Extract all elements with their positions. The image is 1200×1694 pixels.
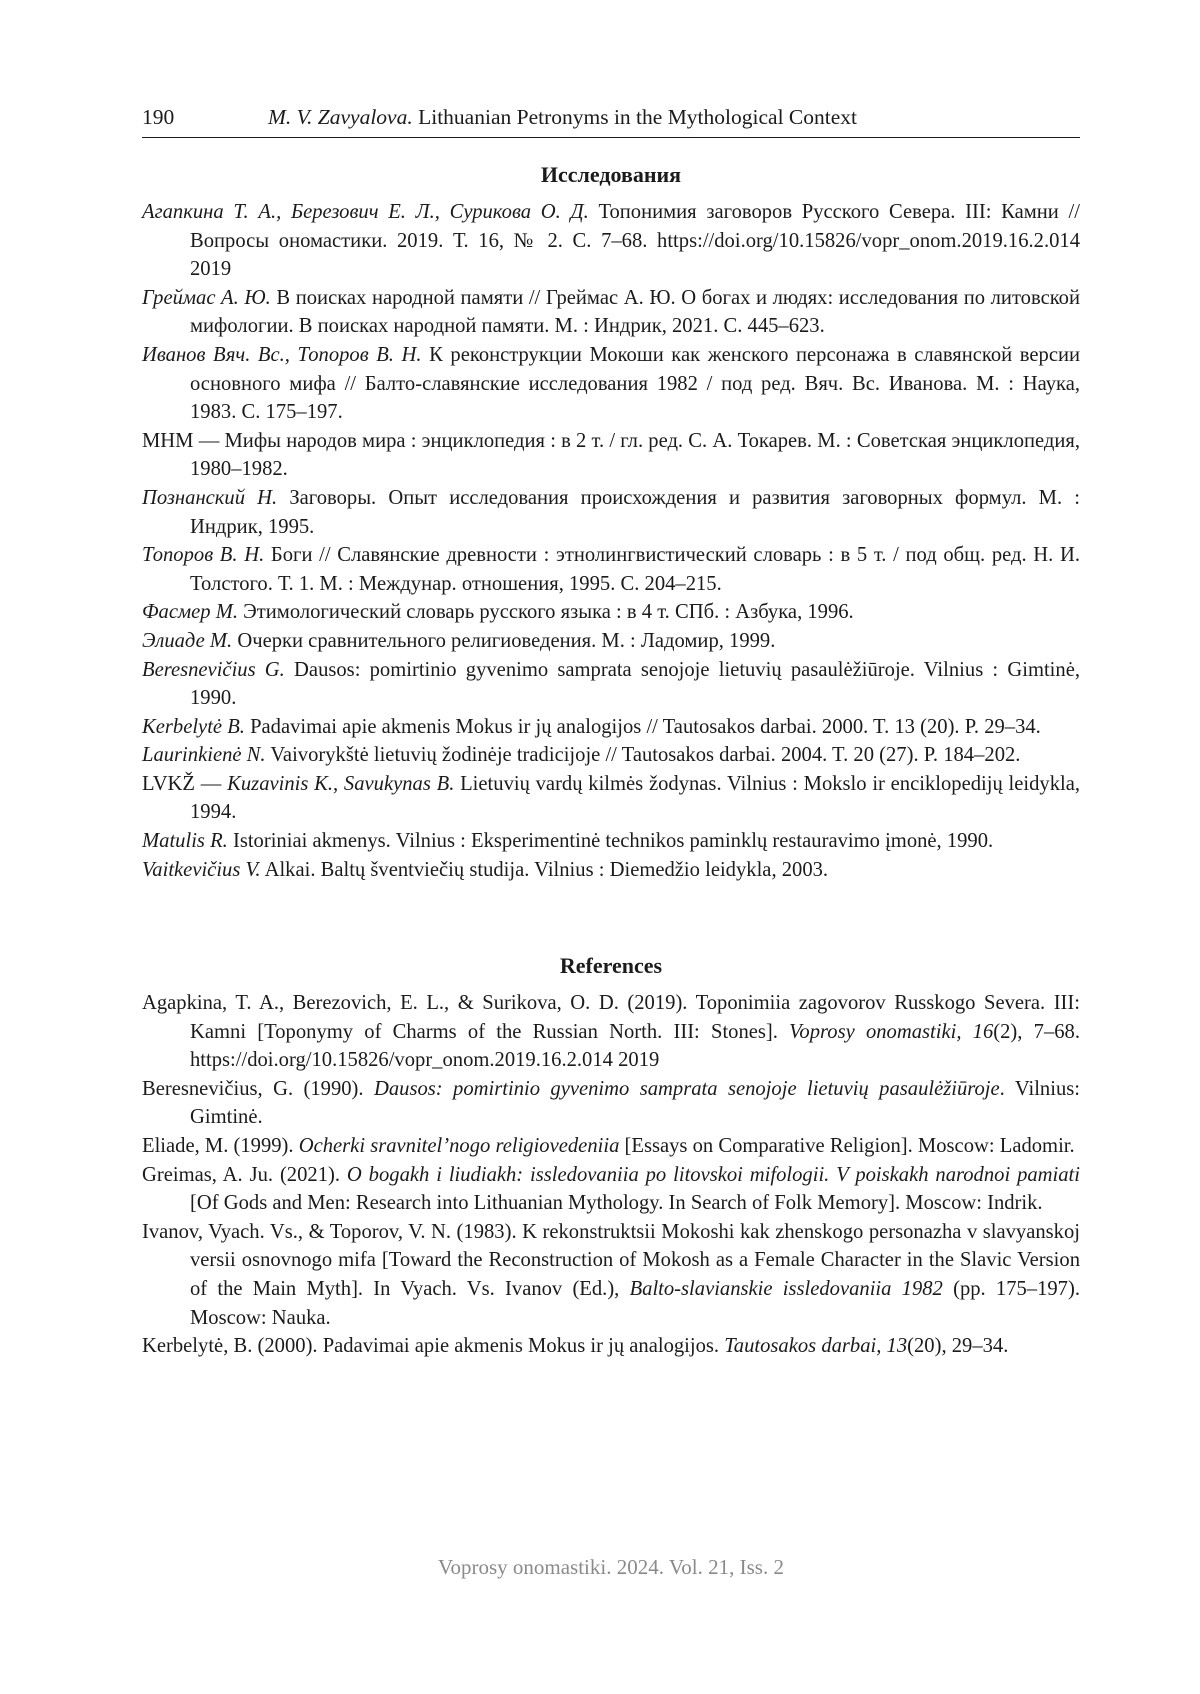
reference-entry xyxy=(142,627,1080,656)
reference-text-segment: Топонимия заговоров Русского Севера. III: Камни // Вопросы ономастики. 2019. Т. 16, № 2. С. 7–68. https://doi.org/10.15826/vopr_onom.2019.16.2.014 2019 xyxy=(190,201,1080,281)
reference-entry xyxy=(142,741,1080,770)
reference-italic-segment: Laurinkienė N. xyxy=(142,744,266,767)
running-head xyxy=(142,103,1080,138)
reference-text-segment: Очерки сравнительного религиоведения. М. : Ладомир, 1999. xyxy=(232,629,776,652)
reference-entry xyxy=(142,1161,1080,1218)
reference-text-segment: Padavimai apie akmenis Mokus ir jų analogijos // Tautosakos darbai. 2000. T. 13 (20). P. 29–34. xyxy=(244,715,1041,738)
reference-text-segment: Боги // Славянские древности : этнолингвистический словарь : в 5 т. / под общ. ред. Н. И. Толстого. Т. 1. М. : Междунар. отношения, 1995. С. 204–215. xyxy=(190,544,1080,595)
reference-entry xyxy=(142,713,1080,742)
reference-entry xyxy=(142,341,1080,427)
reference-italic-segment: Voprosy onomastiki, 16 xyxy=(789,1020,994,1043)
reference-entry xyxy=(142,1075,1080,1132)
reference-italic-segment: Beresnevičius G. xyxy=(142,658,285,681)
reference-text-segment: Greimas, A. Ju. (2021). xyxy=(142,1163,347,1186)
reference-text-segment: Eliade, M. (1999). xyxy=(142,1134,299,1157)
reference-entry xyxy=(142,1332,1080,1361)
reference-text-segment: Agapkina, T. A., Berezovich, E. L., & Surikova, O. D. (2019). Toponimiia zagovorov Russkogo Severa. III: Kamni [Toponymy of Charms of the Russian North. III: Stones]. xyxy=(142,992,1080,1043)
reference-text-segment: Kerbelytė, B. (2000). Padavimai apie akmenis Mokus ir jų analogijos. xyxy=(142,1335,725,1358)
reference-text-segment: Lietuvių vardų kilmės žodynas. Vilnius : Mokslo ir enciklopedijų leidykla, 1994. xyxy=(190,772,1080,824)
reference-italic-segment: Tautosakos darbai, 13 xyxy=(724,1335,908,1358)
reference-text-segment: Dausos: pomirtinio gyvenimo samprata senojoje lietuvių pasaulėžiūroje. Vilnius : Gimtinė, 1990. xyxy=(190,658,1080,710)
reference-italic-segment: O bogakh i liudiakh: issledovaniia po litovskoi mifologii. V poiskakh narodnoi pamiati xyxy=(346,1163,1080,1186)
reference-italic-segment: Kerbelytė B. xyxy=(142,715,245,738)
reference-entry xyxy=(142,598,1080,627)
running-title xyxy=(268,103,857,131)
reference-italic-segment: Dausos: pomirtinio gyvenimo samprata senojoje lietuvių pasaulėžiūroje xyxy=(373,1077,1000,1100)
reference-text-segment: Alkai. Baltų šventviečių studija. Vilnius : Diemedžio leidykla, 2003. xyxy=(260,858,829,881)
reference-text-segment: МНМ — Мифы народов мира : энциклопедия : в 2 т. / гл. ред. С. А. Токарев. М. : Советская энциклопедия, 1980–1982. xyxy=(142,429,1080,481)
section-title-references: References xyxy=(559,953,663,978)
reference-italic-segment: Иванов Вяч. Вс., Топоров В. Н. xyxy=(142,343,422,366)
reference-italic-segment: Фасмер М. xyxy=(142,601,239,624)
journal-footer: Voprosy onomastiki. 2024. Vol. 21, Iss. 2 xyxy=(438,1555,784,1579)
reference-entry xyxy=(142,656,1080,713)
reference-entry xyxy=(142,1132,1080,1161)
reference-italic-segment: Kuzavinis K., Savukynas B. xyxy=(227,772,455,795)
reference-entry xyxy=(142,198,1080,284)
reference-text-segment: Заговоры. Опыт исследования происхождения и развития заговорных формул. М. : Индрик, 1995. xyxy=(190,486,1080,538)
reference-entry xyxy=(142,827,1080,856)
reference-italic-segment: Matulis R. xyxy=(142,830,228,853)
section-title-issledovaniia: Исследования xyxy=(540,162,682,187)
reference-italic-segment: Агапкина Т. А., Березович Е. Л., Сурикова О. Д. xyxy=(142,201,589,223)
reference-entry xyxy=(142,484,1080,541)
reference-text-segment: (2), 7–68. https://doi.org/10.15826/vopr_onom.2019.16.2.014 2019 xyxy=(190,1020,1080,1072)
reference-text-segment: В поисках народной памяти // Греймас А. Ю. О богах и людях: исследования по литовской мифологии. В поисках народной памяти. М. : Индрик, 2021. С. 445–623. xyxy=(190,286,1080,338)
reference-text-segment: . Vilnius: Gimtinė. xyxy=(190,1077,1080,1129)
reference-entry xyxy=(142,770,1080,827)
reference-text-segment: [Essays on Comparative Religion]. Moscow: Ladomir. xyxy=(619,1134,1075,1157)
reference-list-english xyxy=(142,989,1080,1361)
reference-entry xyxy=(142,989,1080,1075)
reference-italic-segment: Греймас А. Ю. xyxy=(142,286,271,309)
reference-entry xyxy=(142,856,1080,885)
reference-italic-segment: Познанский Н. xyxy=(142,486,278,509)
reference-text-segment: (20), 29–34. xyxy=(907,1335,1009,1358)
reference-italic-segment: Vaitkevičius V. xyxy=(142,858,261,881)
reference-text-segment: (pp. 175–197). Moscow: Nauka. xyxy=(190,1277,1080,1329)
page-number: 190 xyxy=(142,105,175,129)
reference-text-segment: [Of Gods and Men: Research into Lithuanian Mythology. In Search of Folk Memory]. Moscow: Indrik. xyxy=(190,1192,1043,1215)
reference-italic-segment: Ocherki sravnitel’nogo religiovedeniia xyxy=(298,1134,620,1157)
reference-entry xyxy=(142,1218,1080,1332)
reference-list-russian xyxy=(142,198,1080,884)
reference-text-segment: Vaivorykštė lietuvių žodinėje tradicijoje // Tautosakos darbai. 2004. T. 20 (27). P. 184–202. xyxy=(265,744,1021,767)
reference-italic-segment: Элиаде М. xyxy=(142,629,233,652)
reference-text-segment: LVKŽ — xyxy=(142,772,228,795)
reference-italic-segment: Balto-slavianskie issledovaniia 1982 xyxy=(629,1277,943,1300)
reference-text-segment: Этимологический словарь русского языка : в 4 т. СПб. : Азбука, 1996. xyxy=(238,601,854,624)
running-title-text: Lithuanian Petronyms in the Mythological Context xyxy=(418,105,857,129)
reference-text-segment: Ivanov, Vyach. Vs., & Toporov, V. N. (1983). K rekonstruktsii Mokoshi kak zhenskogo personazha v slavyanskoj versii osnovnogo mifa [Toward the Reconstruction of Mokosh as a Female Character in the Slavic Version of the Main Myth]. In Vyach. Vs. Ivanov (Ed.), xyxy=(142,1220,1080,1300)
reference-entry xyxy=(142,541,1080,598)
reference-text-segment: Beresnevičius, G. (1990). xyxy=(142,1077,374,1100)
reference-text-segment: Istoriniai akmenys. Vilnius : Eksperimentinė technikos paminklų restauravimo įmonė, 1990. xyxy=(227,830,994,853)
reference-entry xyxy=(142,427,1080,484)
reference-text-segment: К реконструкции Мокоши как женского персонажа в славянской версии основного мифа // Балто-славянские исследования 1982 / под ред. Вяч. Вс. Иванова. М. : Наука, 1983. С. 175–197. xyxy=(190,343,1080,424)
reference-italic-segment: Топоров В. Н. xyxy=(142,544,265,567)
running-title-author: M. V. Zavyalova. xyxy=(268,105,413,129)
reference-entry xyxy=(142,284,1080,341)
